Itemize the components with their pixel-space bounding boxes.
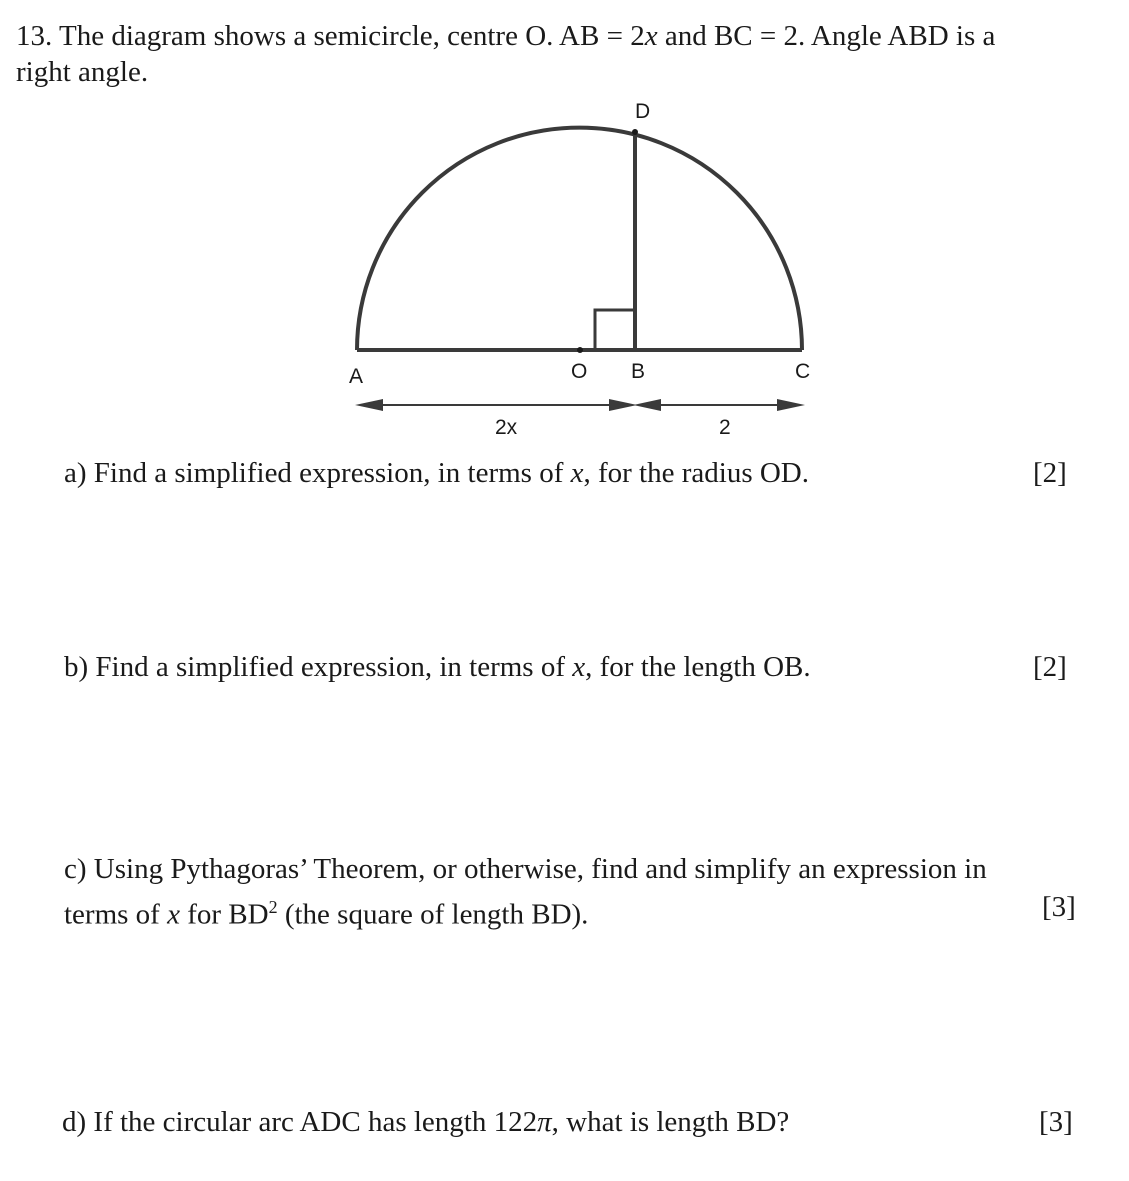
part-b-text [64, 649, 811, 685]
part-b-marks: [2] [1033, 651, 1067, 683]
part-c-superscript: 2 [268, 897, 278, 917]
part-c-line1: c) Using Pythagoras’ Theorem, or otherwise, find and simplify an expression in [64, 853, 987, 885]
question-coef: 2 [630, 20, 645, 52]
part-d-pi: π [537, 1106, 552, 1138]
label-d: D [635, 100, 651, 123]
part-c-line2 [64, 889, 588, 933]
part-c-variable: x [167, 898, 180, 931]
part-a-marks: [2] [1033, 457, 1067, 489]
part-b-pre: b) Find a simplified expression, in terms of [64, 651, 573, 683]
semicircle-arc [357, 128, 802, 350]
label-o: O [571, 360, 588, 383]
arrowhead-bc-left [633, 399, 661, 411]
part-c-post: (the square of length BD). [277, 898, 589, 931]
dimension-label-bc: 2 [719, 416, 731, 439]
part-b-post: , for the length OB. [585, 651, 811, 683]
question-variable: x [644, 20, 658, 52]
part-d-text [62, 1104, 789, 1140]
arrowhead-bc-right [777, 399, 805, 411]
label-c: C [795, 360, 811, 383]
question-number: 13. [16, 20, 53, 52]
point-d [632, 129, 638, 135]
part-a-variable: x [570, 457, 584, 489]
part-a-post: , for the radius OD. [583, 457, 809, 489]
point-o [577, 347, 583, 353]
arrowhead-ab-right [609, 399, 637, 411]
part-b-variable: x [572, 651, 586, 683]
dimension-label-ab: 2x [495, 416, 518, 439]
question-text-a: The diagram shows a semicircle, centre O. AB = [58, 20, 631, 52]
part-c-mid: for BD [179, 898, 269, 931]
arrowhead-ab-left [355, 399, 383, 411]
part-a-pre: a) Find a simplified expression, in terms of [64, 457, 571, 489]
part-d-post: , what is length BD? [551, 1106, 790, 1138]
question-text-b: and BC = 2. Angle ABD is a [657, 20, 996, 52]
right-angle-marker [595, 310, 635, 350]
part-a-text [64, 455, 809, 491]
part-d-pre: d) If the circular arc ADC has length 122 [62, 1106, 538, 1138]
label-a: A [349, 365, 364, 388]
part-d-marks: [3] [1039, 1106, 1073, 1138]
label-b: B [631, 360, 646, 383]
part-c-marks: [3] [1042, 891, 1076, 923]
question-intro-line2: right angle. [16, 56, 149, 88]
part-c-pre: terms of [64, 898, 168, 931]
